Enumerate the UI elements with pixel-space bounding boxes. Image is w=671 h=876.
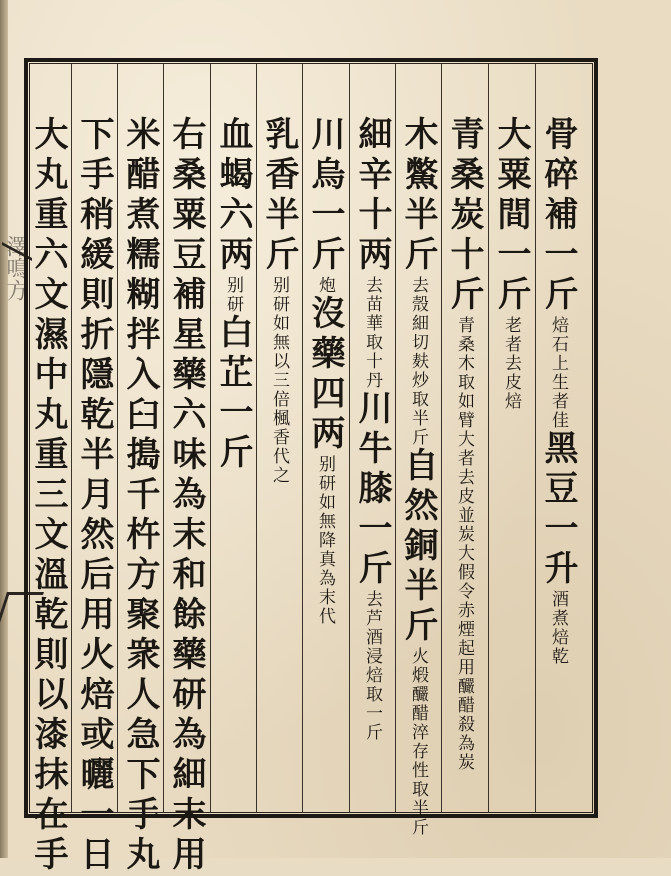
main-text: 米醋煮糯糊拌入臼搗千杵方聚衆人急下手丸 [120, 116, 160, 876]
main-text: 川牛膝一斤 [352, 390, 392, 590]
annotation-text: 焙石上生者佳 [548, 316, 568, 430]
main-text: 下手稍緩則折隱乾半月然后用火焙或曬一日 [74, 116, 114, 876]
text-column [24, 116, 72, 876]
annotation-text: 去苗華取十丹 [362, 276, 382, 390]
text-column [255, 116, 303, 485]
main-text: 青桑炭十斤 [444, 116, 484, 316]
text-column [209, 116, 257, 474]
annotation-text: 老者去皮焙 [501, 316, 521, 411]
annotation-text: 去芦酒浸焙取一斤 [362, 590, 382, 742]
main-text: 右桑粟豆補星藥六味為末和餘藥研為細末用 [166, 116, 206, 876]
main-text: 大粟間一斤 [491, 116, 531, 316]
annotation-text: 别研 [223, 276, 243, 314]
main-text: 大丸重六文濕中丸重三文溫乾則以漆抹在手 [28, 116, 68, 876]
text-column [116, 116, 164, 876]
main-text: 川烏一斤 [305, 116, 345, 276]
main-text: 乳香半斤 [259, 116, 299, 276]
annotation-text: 别研如無降真為末代 [315, 455, 335, 626]
text-column [487, 116, 535, 411]
text-column [301, 116, 349, 626]
text-column [440, 116, 488, 772]
main-text: 骨碎補一斤 [538, 116, 578, 316]
annotation-text: 别研如無以三倍楓香代之 [269, 276, 289, 485]
annotation-text: 酒煮焙乾 [548, 590, 568, 666]
annotation-text: 炮 [315, 276, 335, 295]
text-column [348, 116, 396, 742]
main-text: 自然銅半斤 [398, 447, 438, 647]
main-text: 黑豆一升 [538, 430, 578, 590]
main-text: 血蝎六两 [213, 116, 253, 276]
annotation-text: 火煅釅醋淬存性取半斤 [408, 647, 428, 837]
main-text: 白芷一斤 [213, 314, 253, 474]
ghost-text: 澤鳴方 [3, 235, 28, 301]
text-column [70, 116, 118, 876]
text-column [534, 116, 582, 666]
text-column [162, 116, 210, 876]
annotation-text: 青桑木取如臂大者去皮並炭大假令赤煙起用釅醋殺為炭 [454, 316, 474, 772]
main-text: 細辛十两 [352, 116, 392, 276]
main-text: 沒藥四两 [305, 295, 345, 455]
annotation-text: 去殼細切麸炒取半斤 [408, 276, 428, 447]
text-column [394, 116, 442, 837]
main-text: 木鱉半斤 [398, 116, 438, 276]
